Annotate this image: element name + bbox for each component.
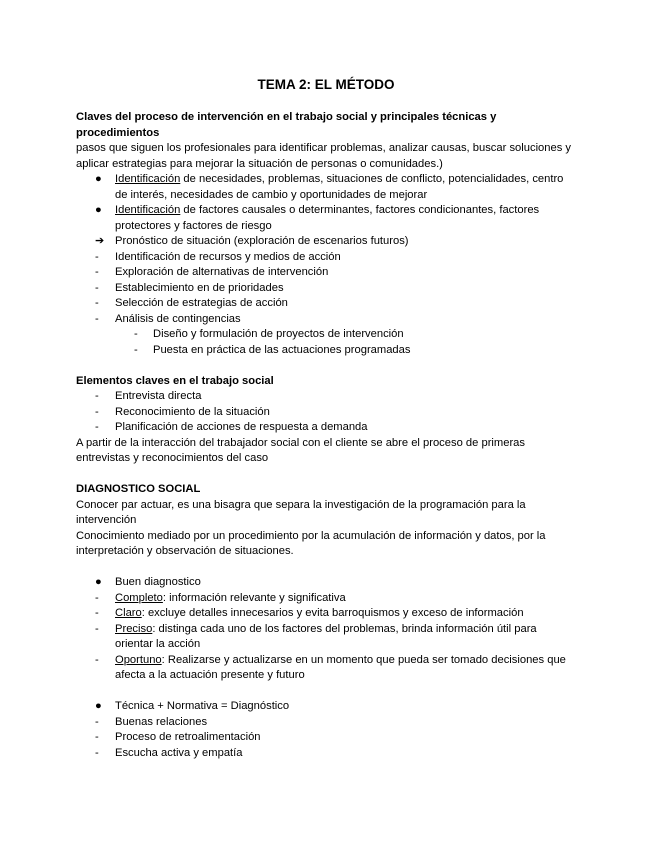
dash-marker: - [95, 591, 99, 604]
list-item [76, 575, 576, 591]
page-title: TEMA 2: EL MÉTODO [257, 77, 395, 92]
dash-marker: - [95, 731, 99, 743]
list-item-text: Entrevista directa [115, 390, 202, 402]
spacer [76, 684, 576, 700]
paragraph: Conocer par actuar, es una bisagra que separa la investigación de la programación para la intervención [76, 498, 526, 526]
list-item [76, 715, 576, 731]
section-heading-diagnostico: DIAGNOSTICO SOCIAL [76, 483, 201, 495]
list-item [76, 265, 576, 281]
section-intro: pasos que siguen los profesionales para identificar problemas, analizar causas, buscar soluciones y aplicar estrategias para mejorar la situación de personas o comunidades.) [76, 142, 572, 170]
dash-marker: - [95, 405, 99, 418]
list-item [76, 389, 576, 405]
dash-marker: - [95, 312, 99, 325]
dash-marker: - [95, 266, 99, 278]
list-item-text: Exploración de alternativas de intervención [115, 266, 329, 278]
underlined-term: Identificación [115, 173, 181, 185]
bullet-marker: ● [95, 173, 102, 185]
spacer [76, 467, 576, 483]
dash-marker: - [95, 390, 99, 402]
spacer [76, 560, 576, 576]
list-item [76, 730, 576, 746]
tecnica-list [76, 699, 576, 761]
list-item [76, 405, 576, 421]
paragraph: Conocimiento mediado por un procedimiento por la acumulación de información y datos, por la interpretación y observación de situaciones. [76, 529, 546, 557]
list-item-text: de factores causales o determinantes, factores condicionantes, factores protectores y factores de riesgo [115, 204, 540, 232]
dash-marker: - [95, 715, 99, 728]
list-item [76, 250, 576, 266]
list-item [76, 172, 576, 203]
dash-marker: - [95, 746, 99, 759]
list-item [76, 203, 576, 234]
list-item-text: Identificación de recursos y medios de acción [115, 250, 341, 263]
list-item [76, 591, 576, 607]
list-item-text: Proceso de retroalimentación [115, 731, 261, 743]
underlined-term: Completo [115, 591, 163, 604]
dash-marker: - [95, 653, 99, 666]
bullet-marker: ● [95, 700, 102, 712]
dash-marker: - [95, 622, 99, 635]
elementos-list [76, 389, 576, 436]
list-item [76, 234, 576, 250]
bullet-marker: ● [95, 204, 102, 216]
underlined-term: Preciso [115, 622, 153, 635]
section-outro: A partir de la interacción del trabajador social con el cliente se abre el proceso de primeras entrevistas y reconocimientos del caso [76, 436, 525, 464]
list-item [76, 653, 576, 684]
list-item-text: Selección de estrategias de acción [115, 297, 288, 309]
dash-marker: - [95, 297, 99, 309]
list-item-text: Puesta en práctica de las actuaciones programadas [153, 343, 411, 356]
list-item [76, 296, 576, 312]
list-item-text: de necesidades, problemas, situaciones de conflicto, potencialidades, centro de interés, necesidades de cambio y oportunidades de mejorar [115, 173, 564, 201]
list-item [76, 622, 576, 653]
spacer [76, 358, 576, 374]
list-item-text: Diseño y formulación de proyectos de intervención [153, 328, 404, 340]
underlined-term: Oportuno [115, 653, 162, 666]
diagnostico-list [76, 575, 576, 684]
dash-marker: - [95, 607, 99, 619]
underlined-term: Identificación [115, 204, 181, 216]
list-item-text: : distinga cada uno de los factores del problemas, brinda información útil para orientar la acción [115, 622, 537, 650]
list-item-text: Pronóstico de situación (exploración de escenarios futuros) [115, 235, 409, 247]
list-item-text: Análisis de contingencias [115, 312, 241, 325]
list-item-text: Establecimiento en de prioridades [115, 281, 284, 294]
list-item-text: Buenas relaciones [115, 715, 208, 728]
list-item [76, 606, 576, 622]
list-item-text: Planificación de acciones de respuesta a demanda [115, 421, 368, 433]
section-heading-claves: Claves del proceso de intervención en el trabajo social y principales técnicas y procedimientos [76, 111, 497, 139]
dash-marker: - [95, 250, 99, 263]
sub-list-item [76, 343, 576, 359]
list-item-text: Reconocimiento de la situación [115, 405, 270, 418]
list-item-text: Técnica + Normativa = Diagnóstico [115, 700, 290, 712]
section-heading-elementos: Elementos claves en el trabajo social [76, 374, 274, 387]
list-item-text: : excluye detalles innecesarios y evita barroquismos y exceso de información [141, 607, 524, 619]
dash-marker: - [134, 343, 138, 356]
list-item-text: : Realizarse y actualizarse en un momento que pueda ser tomado decisiones que afecta a la actuación presente y futuro [115, 653, 566, 681]
claves-list [76, 172, 576, 358]
dash-marker: - [95, 421, 99, 433]
list-item [76, 281, 576, 297]
document-content [76, 76, 576, 761]
arrow-marker: ➔ [95, 235, 105, 247]
bullet-marker: ● [95, 576, 102, 588]
list-item [76, 746, 576, 762]
list-item-text: Buen diagnostico [115, 576, 201, 588]
dash-marker: - [95, 281, 99, 294]
sub-list-item [76, 327, 576, 343]
list-item [76, 312, 576, 328]
underlined-term: Claro [115, 607, 142, 619]
list-item-text: Escucha activa y empatía [115, 746, 243, 759]
dash-marker: - [134, 328, 138, 340]
list-item [76, 699, 576, 715]
list-item [76, 420, 576, 436]
list-item-text: : información relevante y significativa [162, 591, 346, 604]
